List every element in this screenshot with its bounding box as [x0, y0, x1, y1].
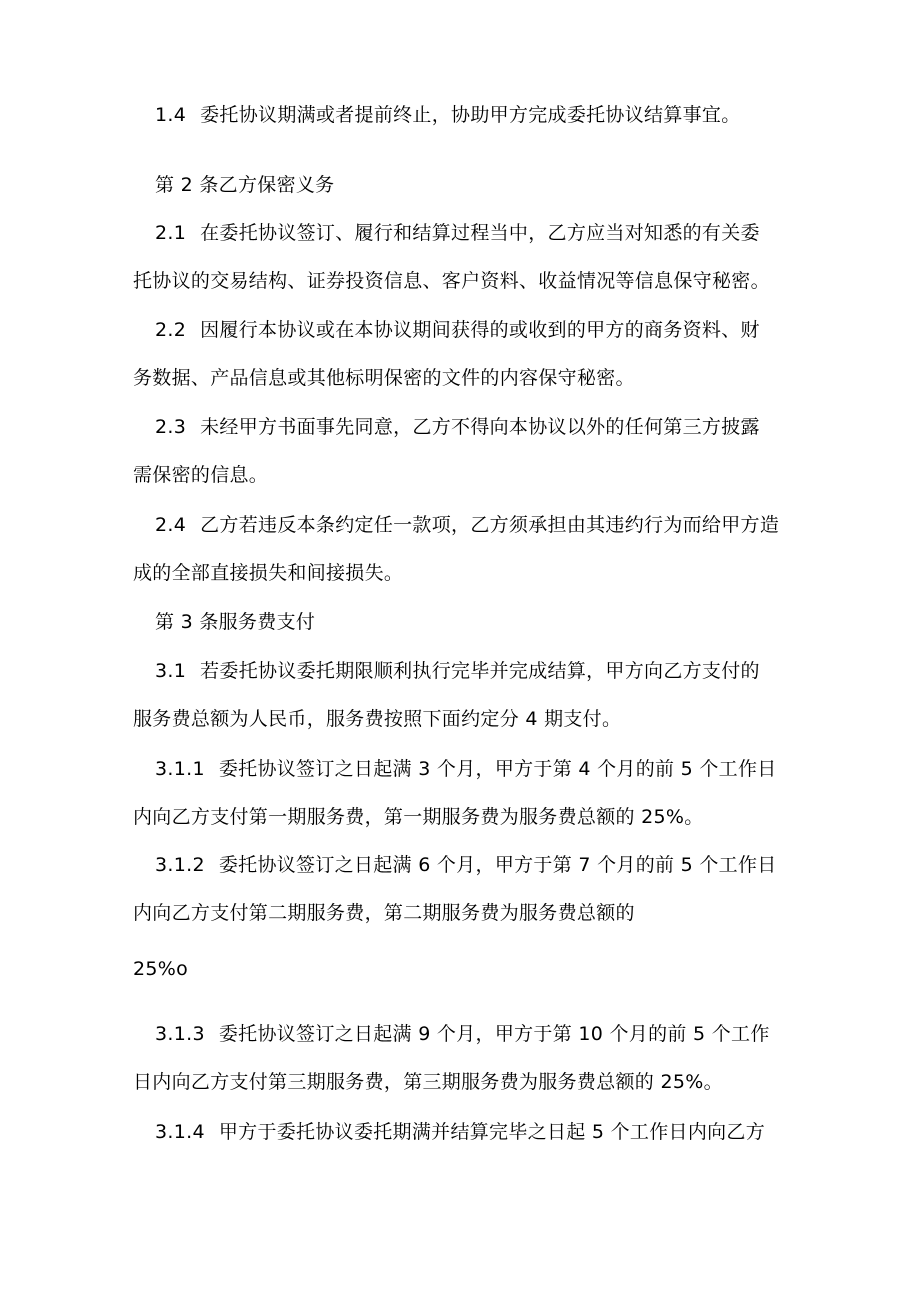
clause-2-4-continued: 成的全部直接损失和间接损失。	[133, 562, 404, 584]
clause-text: 委托协议签订之日起满 6 个月，甲方于第 7 个月的前 5 个工作日	[218, 854, 777, 876]
section-heading-2: 第 2 条乙方保密义务	[155, 174, 335, 196]
clause-text: 在委托协议签订、履行和结算过程当中，乙方应当对知悉的有关委	[200, 222, 760, 244]
clause-3-1-1	[155, 757, 777, 781]
clause-2-1-continued: 托协议的交易结构、证券投资信息、客户资料、收益情况等信息保守秘密。	[133, 270, 770, 292]
clause-text: 未经甲方书面事先同意，乙方不得向本协议以外的任何第三方披露	[200, 416, 760, 438]
clause-text: 若委托协议委托期限顺利执行完毕并完成结算，甲方向乙方支付的	[200, 660, 760, 682]
clause-number: 2.4	[155, 514, 187, 536]
clause-2-1	[155, 221, 760, 245]
clause-2-4	[155, 513, 779, 537]
clause-number: 3.1.2	[155, 854, 205, 876]
clause-3-1-2	[155, 853, 777, 877]
clause-3-1	[155, 659, 760, 683]
clause-text: 委托协议签订之日起满 9 个月，甲方于第 10 个月的前 5 个工作	[218, 1023, 770, 1045]
clause-1-4	[155, 103, 741, 127]
clause-2-3-continued: 需保密的信息。	[133, 464, 269, 486]
clause-3-1-3-continued: 日内向乙方支付第三期服务费，第三期服务费为服务费总额的 25%。	[133, 1071, 723, 1093]
clause-text: 因履行本协议或在本协议期间获得的或收到的甲方的商务资料、财	[200, 319, 760, 341]
clause-3-1-2-continued: 内向乙方支付第二期服务费，第二期服务费为服务费总额的	[133, 902, 635, 924]
clause-3-1-2-tail: 25%o	[133, 958, 189, 980]
clause-number: 1.4	[155, 104, 187, 126]
clause-number: 2.1	[155, 222, 187, 244]
clause-number: 3.1.4	[155, 1121, 205, 1143]
clause-2-3	[155, 415, 760, 439]
clause-text: 委托协议签订之日起满 3 个月，甲方于第 4 个月的前 5 个工作日	[218, 758, 777, 780]
clause-number: 3.1.3	[155, 1023, 205, 1045]
section-heading-3: 第 3 条服务费支付	[155, 611, 316, 633]
clause-3-1-continued: 服务费总额为人民币，服务费按照下面约定分 4 期支付。	[133, 708, 622, 730]
clause-number: 2.3	[155, 416, 187, 438]
clause-text: 委托协议期满或者提前终止，协助甲方完成委托协议结算事宜。	[200, 104, 741, 126]
clause-text: 乙方若违反本条约定任一款项，乙方须承担由其违约行为而给甲方造	[200, 514, 780, 536]
clause-2-2-continued: 务数据、产品信息或其他标明保密的文件的内容保守秘密。	[133, 367, 635, 389]
clause-3-1-1-continued: 内向乙方支付第一期服务费，第一期服务费为服务费总额的 25%。	[133, 806, 704, 828]
clause-number: 3.1	[155, 660, 187, 682]
clause-number: 2.2	[155, 319, 187, 341]
clause-3-1-3	[155, 1022, 770, 1046]
clause-2-2	[155, 318, 760, 342]
clause-3-1-4	[155, 1120, 765, 1144]
clause-number: 3.1.1	[155, 758, 205, 780]
clause-text: 甲方于委托协议委托期满并结算完毕之日起 5 个工作日内向乙方	[218, 1121, 766, 1143]
